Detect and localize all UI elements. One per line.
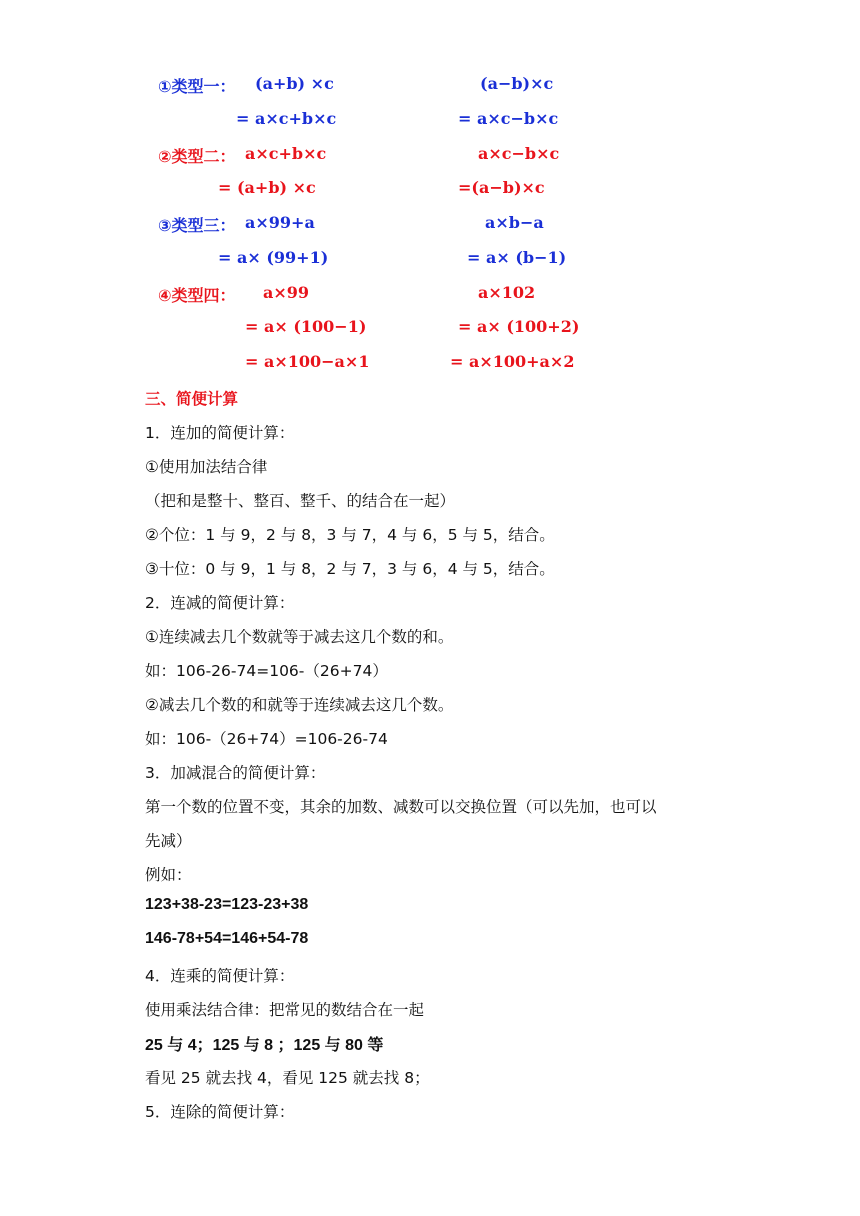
type4-left-result: = a×100−a×1 [245,352,370,371]
type2-right-result: =(a−b)×c [458,178,545,197]
s1-title: 1．连加的简便计算： [145,424,295,442]
s4-item-b: 25 与 4；125 与 8 ；125 与 80 等 [145,1037,384,1054]
type1-right: (a−b)×c [480,74,554,93]
s4-item-c: 看见 25 就去找 4，看见 125 就去找 8； [145,1069,430,1087]
s1-item-d: ③十位：0 与 9，1 与 8，2 与 7，3 与 6，4 与 5，结合。 [145,560,555,578]
type1-label: ①类型一： [158,77,236,96]
type2-left: a×c+b×c [245,144,327,163]
s3-title: 3．加减混合的简便计算： [145,764,326,782]
s1-item-b: （把和是整十、整百、整千、的结合在一起） [145,492,456,510]
type4-label: ④类型四： [158,286,236,305]
s4-item-a: 使用乘法结合律：把常见的数结合在一起 [145,1001,425,1019]
s2-item-d: 如：106-（26+74）=106-26-74 [145,730,388,748]
s2-item-c: ②减去几个数的和就等于连续减去这几个数。 [145,696,454,714]
type2-label: ②类型二： [158,147,236,166]
type4-left-step: = a× (100−1) [245,317,367,336]
type1-right-result: = a×c−b×c [458,109,559,128]
type3-right-result: = a× (b−1) [467,248,567,267]
type4-right-result: = a×100+a×2 [450,352,575,371]
section-heading: 三、简便计算 [145,390,239,408]
type3-right: a×b−a [485,213,544,232]
s3-example-1: 123+38-23=123-23+38 [145,896,309,913]
type4-left: a×99 [263,283,310,302]
s2-item-b: 如：106-26-74=106-（26+74） [145,662,388,680]
s2-item-a: ①连续减去几个数就等于减去这几个数的和。 [145,628,454,646]
type1-left-result: = a×c+b×c [236,109,337,128]
type4-right-step: = a× (100+2) [458,317,580,336]
s3-item-b: 先减） [145,832,192,850]
s1-item-c: ②个位：1 与 9，2 与 8，3 与 7，4 与 6，5 与 5，结合。 [145,526,555,544]
type1-left: (a+b) ×c [255,74,334,93]
s3-item-c: 例如： [145,866,192,884]
type3-label: ③类型三： [158,216,236,235]
type4-right: a×102 [478,283,536,302]
type3-left: a×99+a [245,213,315,232]
type3-left-result: = a× (99+1) [218,248,329,267]
s3-example-2: 146-78+54=146+54-78 [145,930,309,947]
formula-image [0,0,860,380]
s3-item-a: 第一个数的位置不变，其余的加数、减数可以交换位置（可以先加，也可以 [145,798,657,816]
type2-left-result: = (a+b) ×c [218,178,316,197]
s5-title: 5．连除的简便计算： [145,1103,295,1121]
s1-item-a: ①使用加法结合律 [145,458,268,476]
s2-title: 2．连减的简便计算： [145,594,295,612]
type2-right: a×c−b×c [478,144,560,163]
s4-title: 4．连乘的简便计算： [145,967,295,985]
